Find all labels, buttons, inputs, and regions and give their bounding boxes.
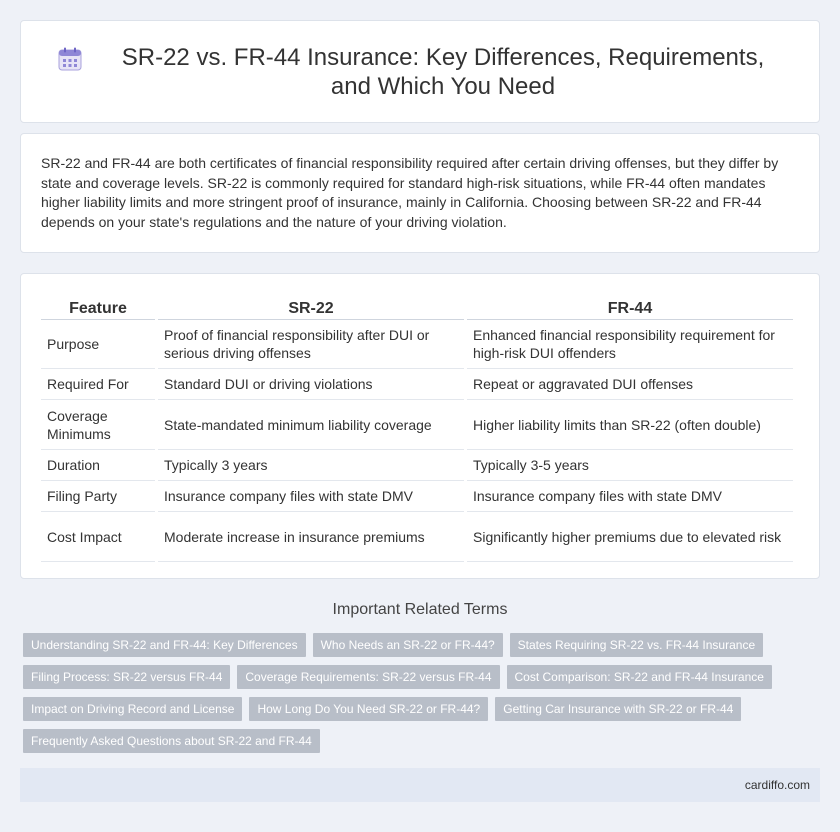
calendar-icon <box>57 46 83 72</box>
intro-card <box>20 133 820 253</box>
table-row <box>41 450 793 481</box>
tag-row <box>23 665 813 689</box>
table-row <box>41 481 793 512</box>
sr22-cell: Standard DUI or driving violations <box>158 369 464 400</box>
site-name[interactable]: cardiffo.com <box>744 778 810 792</box>
feature-cell: Coverage Minimums <box>41 400 155 450</box>
related-term-tag[interactable]: Who Needs an SR-22 or FR-44? <box>313 633 503 657</box>
fr44-cell: Insurance company files with state DMV <box>467 481 793 512</box>
feature-cell: Required For <box>41 369 155 400</box>
sr22-cell: Proof of financial responsibility after DUI or serious driving offenses <box>158 320 464 369</box>
footer <box>20 768 820 802</box>
fr44-cell: Higher liability limits than SR-22 (often double) <box>467 400 793 450</box>
related-terms-list <box>23 633 813 761</box>
header-fr44: FR-44 <box>467 298 793 320</box>
header-feature: Feature <box>41 298 155 320</box>
comparison-table <box>38 298 796 562</box>
related-term-tag[interactable]: Coverage Requirements: SR-22 versus FR-44 <box>237 665 499 689</box>
fr44-cell: Repeat or aggravated DUI offenses <box>467 369 793 400</box>
tag-row <box>23 729 813 753</box>
sr22-cell: Insurance company files with state DMV <box>158 481 464 512</box>
related-terms-heading: Important Related Terms <box>332 601 508 618</box>
page-title: SR-22 vs. FR-44 Insurance: Key Differences, Requirements, and Which You Need <box>121 44 765 100</box>
table-header-row <box>41 298 793 320</box>
related-term-tag[interactable]: States Requiring SR-22 vs. FR-44 Insurance <box>510 633 763 657</box>
feature-cell: Cost Impact <box>41 512 155 562</box>
related-term-tag[interactable]: Filing Process: SR-22 versus FR-44 <box>23 665 230 689</box>
related-term-tag[interactable]: Impact on Driving Record and License <box>23 697 242 721</box>
related-term-tag[interactable]: Frequently Asked Questions about SR-22 and FR-44 <box>23 729 320 753</box>
intro-paragraph: SR-22 and FR-44 are both certificates of financial responsibility required after certain driving offenses, but they differ by state and coverage levels. SR-22 is commonly required for standard high-risk situations, while FR-44 often mandates higher liability limits and more stringent proof of insurance, mainly in California. Choosing between SR-22 and FR-44 depends on your state's regulations and the nature of your driving violation. <box>41 155 779 230</box>
sr22-cell: Moderate increase in insurance premiums <box>158 512 464 562</box>
table-row <box>41 320 793 369</box>
sr22-cell: Typically 3 years <box>158 450 464 481</box>
table-row <box>41 512 793 562</box>
related-term-tag[interactable]: Understanding SR-22 and FR-44: Key Differences <box>23 633 306 657</box>
fr44-cell: Typically 3-5 years <box>467 450 793 481</box>
sr22-cell: State-mandated minimum liability coverage <box>158 400 464 450</box>
related-term-tag[interactable]: How Long Do You Need SR-22 or FR-44? <box>249 697 488 721</box>
feature-cell: Filing Party <box>41 481 155 512</box>
feature-cell: Duration <box>41 450 155 481</box>
related-term-tag[interactable]: Cost Comparison: SR-22 and FR-44 Insurance <box>507 665 772 689</box>
tag-row <box>23 697 813 721</box>
table-row <box>41 400 793 450</box>
table-row <box>41 369 793 400</box>
header-sr22: SR-22 <box>158 298 464 320</box>
feature-cell: Purpose <box>41 320 155 369</box>
related-term-tag[interactable]: Getting Car Insurance with SR-22 or FR-44 <box>495 697 741 721</box>
fr44-cell: Significantly higher premiums due to elevated risk <box>467 512 793 562</box>
comparison-table-card <box>20 273 820 579</box>
header-card <box>20 20 820 123</box>
tag-row <box>23 633 813 657</box>
fr44-cell: Enhanced financial responsibility requirement for high-risk DUI offenders <box>467 320 793 369</box>
